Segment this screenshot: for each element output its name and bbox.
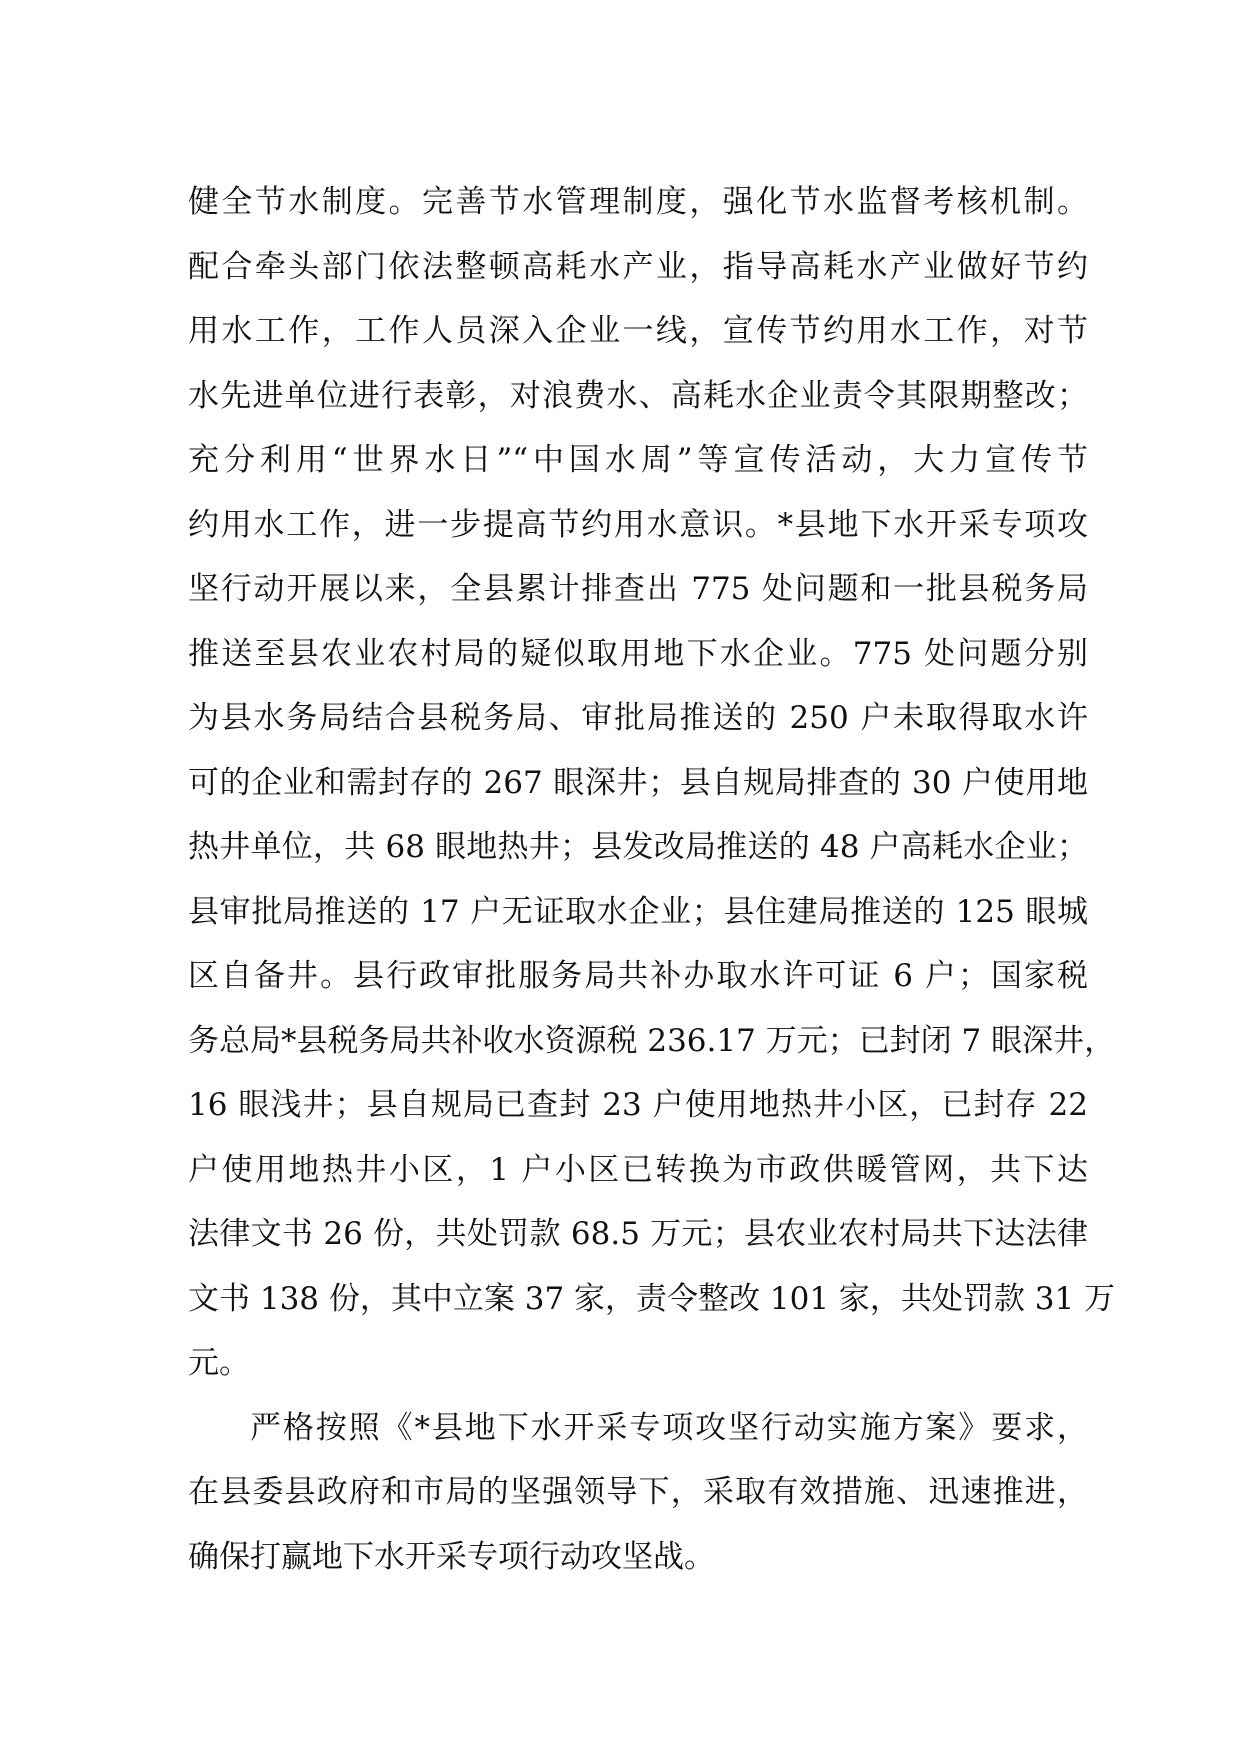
paragraph-line: 约用水工作，进一步提高节约用水意识。*县地下水开采专项攻 bbox=[188, 506, 1088, 543]
paragraph-1 bbox=[188, 170, 1116, 1396]
paragraph-2 bbox=[188, 1396, 1088, 1590]
paragraph-line: 配合牵头部门依法整顿高耗水产业，指导高耗水产业做好节约 bbox=[188, 248, 1088, 285]
paragraph-line: 健全节水制度。完善节水管理制度，强化节水监督考核机制。 bbox=[188, 184, 1088, 220]
paragraph-line: 确保打赢地下水开采专项行动攻坚战。 bbox=[188, 1538, 715, 1575]
paragraph-line: 充分利用“世界水日”“中国水周”等宣传活动，大力宣传节 bbox=[188, 442, 1088, 478]
paragraph-line: 区自备井。县行政审批服务局共补办取水许可证 6 户；国家税 bbox=[188, 958, 1088, 994]
paragraph-line: 在县委县政府和市局的坚强领导下，采取有效措施、迅速推进， bbox=[188, 1474, 1088, 1510]
paragraph-line: 文书 138 份，其中立案 37 家，责令整改 101 家，共处罚款 31 万 bbox=[188, 1280, 1116, 1317]
paragraph-line: 严格按照《*县地下水开采专项攻坚行动实施方案》要求， bbox=[250, 1409, 1088, 1446]
paragraph-line: 水先进单位进行表彰，对浪费水、高耗水企业责令其限期整改； bbox=[188, 377, 1088, 414]
paragraph-line: 务总局*县税务局共补收水资源税 236.17 万元；已封闭 7 眼深井， bbox=[188, 1022, 1116, 1059]
paragraph-line: 推送至县农业农村局的疑似取用地下水企业。775 处问题分别 bbox=[188, 635, 1088, 672]
paragraph-line: 元。 bbox=[188, 1345, 250, 1381]
paragraph-line: 户使用地热井小区，1 户小区已转换为市政供暖管网，共下达 bbox=[188, 1151, 1088, 1188]
paragraph-line: 县审批局推送的 17 户无证取水企业；县住建局推送的 125 眼城 bbox=[188, 893, 1088, 930]
paragraph-line: 法律文书 26 份，共处罚款 68.5 万元；县农业农村局共下达法律 bbox=[188, 1216, 1088, 1252]
document-body bbox=[188, 170, 1116, 1589]
paragraph-line: 用水工作，工作人员深入企业一线，宣传节约用水工作，对节 bbox=[188, 313, 1088, 349]
paragraph-line: 可的企业和需封存的 267 眼深井；县自规局排查的 30 户使用地 bbox=[188, 764, 1088, 801]
paragraph-line: 16 眼浅井；县自规局已查封 23 户使用地热井小区，已封存 22 bbox=[188, 1087, 1088, 1123]
paragraph-line: 热井单位，共 68 眼地热井；县发改局推送的 48 户高耗水企业； bbox=[188, 829, 1088, 865]
paragraph-line: 坚行动开展以来，全县累计排查出 775 处问题和一批县税务局 bbox=[188, 571, 1088, 607]
paragraph-line: 为县水务局结合县税务局、审批局推送的 250 户未取得取水许 bbox=[188, 700, 1088, 736]
